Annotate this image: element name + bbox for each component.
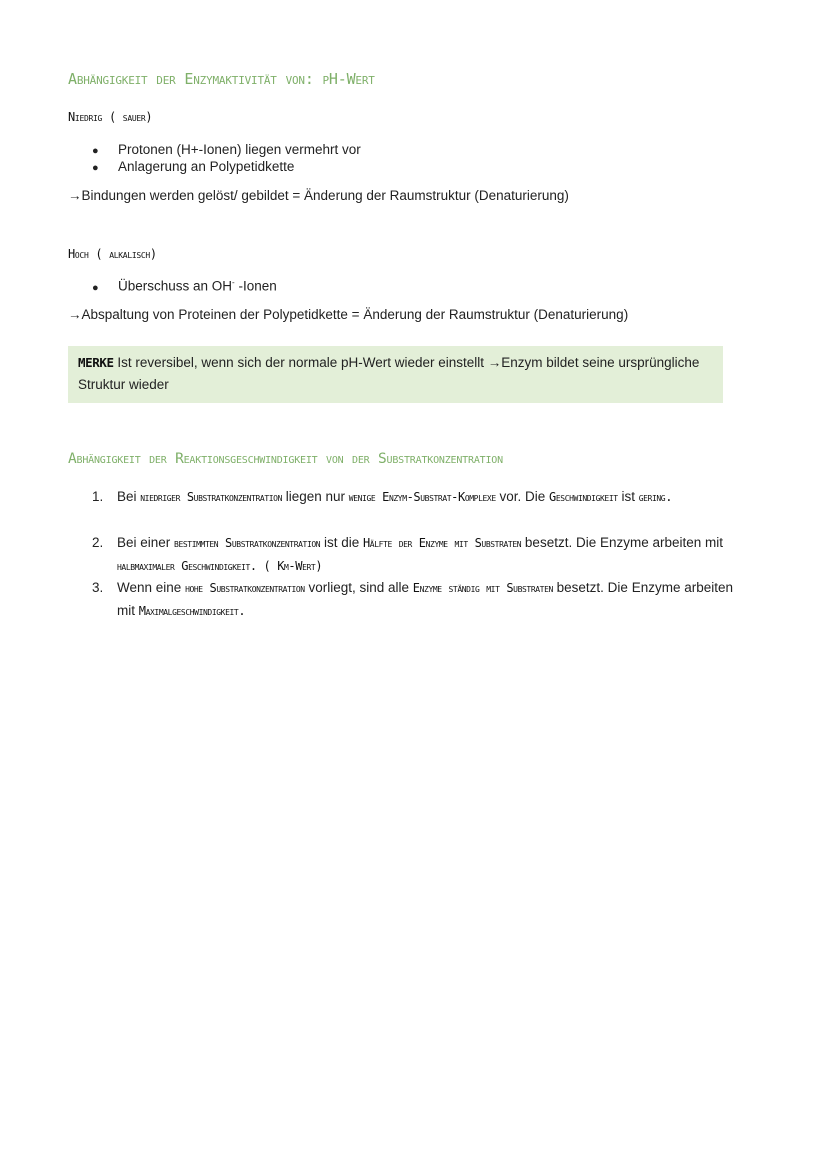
merke-text-block bbox=[78, 352, 718, 395]
item-text: vorliegt, sind alle bbox=[304, 580, 413, 595]
list-number: 1. bbox=[92, 489, 104, 504]
merke-callout-box bbox=[68, 346, 723, 403]
item-text: besetzt. Die Enzyme arbeiten mit bbox=[117, 580, 733, 618]
conclusion-high-ph: →Abspaltung von Proteinen der Polypetidkette = Änderung der Raumstruktur (Denaturierung) bbox=[68, 307, 629, 322]
item-keyword: hohe Substratkonzentration bbox=[185, 581, 305, 595]
section-title-ph: Abhängigkeit der Enzymaktivität von: pH-Wert bbox=[68, 70, 375, 88]
numbered-list-item bbox=[92, 486, 752, 509]
list-item bbox=[92, 142, 361, 157]
bullet-icon: ● bbox=[92, 145, 99, 157]
item-keyword: gering. bbox=[638, 490, 673, 504]
conclusion-low-ph: →Bindungen werden gelöst/ gebildet = Änderung der Raumstruktur (Denaturierung) bbox=[68, 188, 569, 203]
subheading-high-ph: Hoch ( alkalisch) bbox=[68, 247, 157, 261]
item-keyword: Hälfte der Enzyme mit Substraten bbox=[362, 536, 522, 550]
numbered-list-item bbox=[92, 532, 752, 577]
list-number: 2. bbox=[92, 535, 104, 550]
bullet-icon: ● bbox=[92, 281, 99, 294]
bullet-text-suffix: -Ionen bbox=[234, 278, 277, 294]
item-text: ist bbox=[617, 489, 639, 504]
item-text: Bei einer bbox=[117, 535, 175, 550]
numbered-list-item bbox=[92, 577, 752, 622]
superscript-minus: - bbox=[232, 278, 235, 287]
item-text: liegen nur bbox=[282, 489, 349, 504]
item-keyword: halbmaximaler Geschwindigkeit. ( Km-Wert) bbox=[117, 558, 323, 573]
item-text: ist die bbox=[320, 535, 363, 550]
list-number: 3. bbox=[92, 580, 104, 595]
bullet-icon: ● bbox=[92, 162, 99, 174]
item-keyword: Geschwindigkeit bbox=[549, 490, 618, 504]
item-keyword: Maximalgeschwindigkeit. bbox=[138, 603, 246, 618]
bullet-text: Anlagerung an Polypetidkette bbox=[118, 159, 295, 174]
item-text: besetzt. Die Enzyme arbeiten mit bbox=[521, 535, 724, 550]
merke-text: Ist reversibel, wenn sich der normale pH-Wert wieder einstellt →Enzym bildet seine ursprüngliche Struktur wieder bbox=[78, 355, 700, 392]
item-text: vor. Die bbox=[495, 489, 550, 504]
list-item bbox=[92, 159, 294, 174]
subheading-low-ph: Niedrig ( sauer) bbox=[68, 110, 153, 124]
merke-label: MERKE bbox=[78, 355, 114, 370]
item-keyword: bestimmten Substratkonzentration bbox=[174, 536, 321, 550]
item-text: Bei bbox=[117, 489, 141, 504]
item-text: Wenn eine bbox=[117, 580, 186, 595]
item-keyword: Enzyme ständig mit Substraten bbox=[412, 581, 553, 595]
bullet-text: Überschuss an OH bbox=[118, 278, 233, 294]
item-keyword: niedriger Substratkonzentration bbox=[140, 490, 282, 504]
item-keyword: wenige Enzym-Substrat-Komplexe bbox=[348, 490, 496, 504]
section-title-substrate: Abhängigkeit der Reaktionsgeschwindigkeit von der Substratkonzentration bbox=[68, 451, 503, 467]
bullet-text: Protonen (H+-Ionen) liegen vermehrt vor bbox=[118, 142, 361, 157]
list-item bbox=[92, 278, 277, 294]
